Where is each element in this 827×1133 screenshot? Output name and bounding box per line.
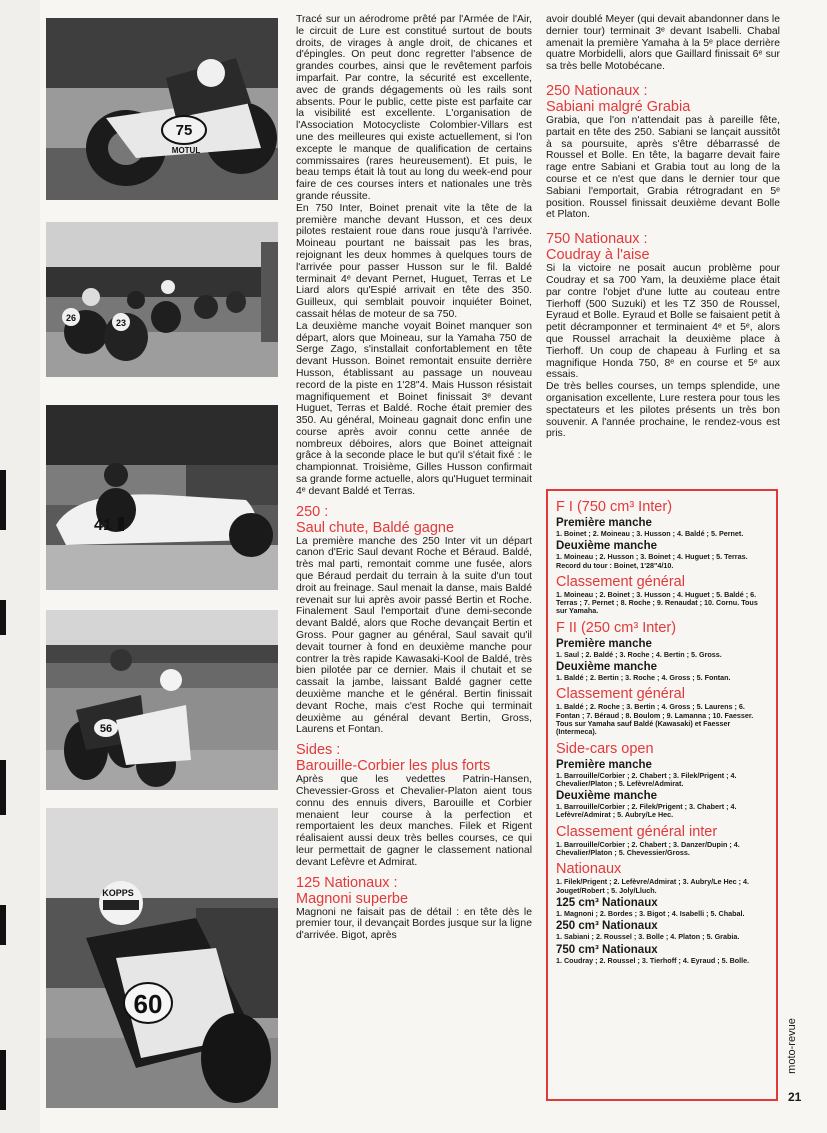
- section-heading-750-nationaux: 750 Nationaux : Coudray à l'aise: [546, 231, 650, 264]
- article-column-right: [546, 14, 780, 440]
- results-125: 1. Magnoni ; 2. Bordes ; 3. Bigot ; 4. Isabelli ; 5. Chabal.: [556, 908, 745, 918]
- results-f2-title: F II (250 cm³ Inter): [556, 619, 677, 636]
- results-f1: [556, 499, 768, 616]
- results-f2-overall: 1. Baldé ; 2. Roche ; 3. Bertin ; 4. Gross ; 5. Laurens ; 6. Fontan ; 7. Béraud ; 8. Boulom ; 9. Lamanna ; 10. Faesser. Tous sur Yamaha sauf Baldé (Kawasaki) et Faesser (Intermeca).: [556, 702, 754, 737]
- results-f2-race2: 1. Baldé ; 2. Bertin ; 3. Roche ; 4. Gross ; 5. Fontan.: [556, 673, 731, 683]
- results-sidecars-race1: 1. Barrouille/Corbier ; 2. Chabert ; 3. Filek/Prigent ; 4. Chevalier/Platon ; 5. Lefèvre/Admirat.: [556, 770, 737, 788]
- results-f1-race2-heading: Deuxième manche: [556, 540, 657, 553]
- results-f2-overall-heading: Classement général: [556, 686, 685, 703]
- photo-motorcycle-75: [46, 18, 278, 200]
- intro-paragraph: Tracé sur un aérodrome prêté par l'Armée de l'Air, le circuit de Lure est constitué surtout de bouts droits, de virages à angle droit, de chicanes et d'épingles. On peut donc regretter l'absence de grandes courbes, ainsi que le revêtement parfois imparfait. Par contre, la sécurité est excellente, avec de grands dégagements où les rails sont absents. Pour le public, cette piste est parfaite car la visibilité est excellente. L'organisation de l'Association Motocycliste Colombier-Villars est une des meilleures qui existe actuellement, si l'on excepte le manque de qualification de certains commissaires (rares heureusement). Et puis, le beau temps était là tout au long du week-end pour faire de ces courses inters et nationales une très grande réussite.: [296, 14, 532, 202]
- results-f1-race1: 1. Boinet ; 2. Moineau ; 3. Husson ; 4. Baldé ; 5. Pernet.: [556, 529, 744, 538]
- section-heading-250: 250 : Saul chute, Baldé gagne: [296, 503, 455, 536]
- left-edge-strip: [0, 0, 40, 1133]
- 750-inter-paragraph: En 750 Inter, Boinet prenait vite la tête de la première manche devant Husson, et ces deux pilotes restaient roue dans roue jusqu'à l'arrivée. Moineau pourtant ne baissait pas les bras, rejoignant les deux hommes à quelques tours de l'arrivée pour passer Husson sur le fil. Baldé terminait 4ᵉ devant Pernet, Huguet, Terras et Le Liard alors qu'Espié arrivait en tête des 350. Guilleux, qui semblait pouvoir inquiéter Boinet, cassait hélas de moteur de sa 750.: [296, 202, 532, 320]
- results-f2-race1-heading: Première manche: [556, 637, 652, 650]
- results-f1-overall-heading: Classement général: [556, 573, 685, 590]
- 750-nationaux-paragraph: Si la victoire ne posait aucun problème pour Coudray et sa 700 Yam, la deuxième place était par contre l'objet d'une lutte au couteau entre Tierhoff (500 Suzuki) et les TZ 350 de Roussel, Eyraud et Bolle. Eyraud et Bolle se faisaient petit à petit décramponner et terminaient 4ᵉ et 5ᵉ, alors que Roussel arrachait la deuxième place à Tierhoff. Un coup de chapeau à Furling et sa magnifique Honda 750, 8ᵉ en course et 5ᵉ aux essais.: [546, 263, 780, 381]
- results-f1-overall: 1. Moineau ; 2. Boinet ; 3. Husson ; 4. Huguet ; 5. Baldé ; 6. Terras ; 7. Pernet ; 8. Roche ; 9. Renaudat ; 10. Cornu. Tous sur Yamaha.: [556, 589, 758, 616]
- results-f2-race2-heading: Deuxième manche: [556, 661, 657, 674]
- results-250-heading: 250 cm³ Nationaux: [556, 920, 658, 933]
- photo4-race-number: 56: [99, 723, 113, 735]
- results-sidecars-title: Side-cars open: [556, 740, 654, 757]
- 750-inter-second-paragraph: La deuxième manche voyait Boinet manquer son départ, alors que Moineau, sur la Yamaha 750 de Serge Zago, s'installait confortablement en tête devant Husson. Boinet remontait ensuite derrière Husson, établissant au passage un nouveau record de la piste en 1'28"4. Mais Husson résistait magnifiquement et Boinet finissait 3ᵉ devant Huguet, Terras et Baldé. Roche était premier des 350. Au général, Moineau gagnait donc enfin une course après avoir connu cette année de nombreux déboires, alors que Boinet atteignait grâce à la seconde place le but qu'il s'était fixé : le championnat. Troisième, Gilles Husson confirmait sa grande forme actuelle, alors qu'Huguet terminait 4ᵉ devant Baldé et Terras.: [296, 320, 532, 497]
- results-nationaux-sidecars: 1. Filek/Prigent ; 2. Lefèvre/Admirat ; 3. Aubry/Le Hec ; 4. Jouget/Robert ; 5. Joly/Lluch.: [556, 877, 750, 895]
- results-f1-race2: 1. Moineau ; 2. Husson ; 3. Boinet ; 4. Huguet ; 5. Terras. Record du tour : Boinet, 1'28"4/10.: [556, 552, 748, 570]
- photo1-sponsor-text: MOTUL: [171, 146, 201, 155]
- conclusion-paragraph: De très belles courses, un temps splendide, une organisation excellente, Lure restera pour tous les spectateurs et les pilotes présents un très bon souvenir. A l'année prochaine, le rendez-vous est pris.: [546, 381, 780, 440]
- results-750-heading: 750 cm³ Nationaux: [556, 943, 658, 956]
- photo5-race-number: 60: [133, 989, 163, 1019]
- photo5-helmet-text: KOPPS: [102, 888, 134, 898]
- section-heading-250-nationaux: 250 Nationaux : Sabiani malgré Grabia: [546, 82, 691, 115]
- results-nationaux-title: Nationaux: [556, 861, 622, 878]
- results-sidecars-race2-heading: Deuxième manche: [556, 790, 657, 803]
- photo-250-duel: [46, 610, 278, 790]
- 250-paragraph: La première manche des 250 Inter vit un départ canon d'Eric Saul devant Roche et Béraud. Baldé, très mal parti, remontait comme une fusée, alors que Béraud perdait du terrain à la suite d'un tout droit au freinage. Saul menait la danse, mais Baldé revenait sur lui après avoir passé Bertin et Roche. Finalement Saul l'emportait d'une demi-seconde devant Baldé, alors que Roche devançait Bertin et Gross. Pour gagner au général, Saul savait qu'il devait tourner à fond en deuxième manche pour contrer la très rapide Kawasaki-Kool de Baldé, très bien pilotée par ce dernier. Mais il chutait et se cassait la jambe, laissant Baldé gagner cette deuxième manche et le général. Bertin finissait devant Roche, mais c'est Roche qui terminait deuxième au général devant Bertin, Gross, Laurens et Fontan.: [296, 535, 532, 736]
- magazine-name-vertical: [786, 1018, 806, 1078]
- results-sidecars-race1-heading: Première manche: [556, 758, 652, 771]
- article-column-middle: [296, 14, 532, 942]
- 125-continuation-paragraph: avoir doublé Meyer (qui devait abandonner dans le dernier tour) terminait 3ᵉ devant Isabelli. Chabal amenait la première Yamaha à la 5ᵉ place derrière quatre Morbidelli, alors que Gaillard finissait 6ᵉ sur sa très belle Motobécane.: [546, 14, 780, 73]
- photo2-race-number-b: 23: [115, 318, 127, 328]
- results-nationaux: [556, 861, 768, 964]
- results-f2: [556, 620, 768, 737]
- section-heading-125-nationaux: 125 Nationaux : Magnoni superbe: [296, 874, 409, 907]
- photo3-race-number: 41: [94, 517, 112, 534]
- results-sidecars-overall-heading: Classement général inter: [556, 823, 718, 840]
- results-box: [546, 489, 778, 1101]
- section-heading-sides: Sides : Barouille-Corbier les plus forts: [296, 742, 491, 775]
- results-f2-race1: 1. Saul ; 2. Baldé ; 3. Roche ; 4. Bertin ; 5. Gross.: [556, 649, 722, 659]
- photo-racing-pack: [46, 222, 278, 377]
- photo1-race-number: 75: [175, 122, 193, 139]
- results-250: 1. Sabiani ; 2. Roussel ; 3. Bolle ; 4. Platon ; 5. Grabia.: [556, 932, 740, 942]
- results-f1-title: F I (750 cm³ Inter): [556, 499, 673, 515]
- results-sidecars-overall: 1. Barrouille/Corbier ; 2. Chabert ; 3. Danzer/Dupin ; 4. Chevalier/Platon ; 5. Chevessier/Gross.: [556, 839, 740, 858]
- sides-paragraph: Après que les vedettes Patrin-Hansen, Chevessier-Gross et Chevalier-Platon aient tous connu des ennuis divers, Barouille et Corbier menaient leur course à la perfection et remportaient les deux manches. Filek et Rigent réalisaient aussi deux très belles courses, ce qui leur permettait de gagner le classement national devant Lefèvre et Admirat.: [296, 774, 532, 868]
- 125-nationaux-paragraph: Magnoni ne faisait pas de détail : en tête dès le premier tour, il devançait Bordes jusque sur la ligne d'arrivée. Bigot, après: [296, 906, 532, 942]
- results-sidecars-race2: 1. Barrouille/Corbier ; 2. Filek/Prigent ; 3. Chabert ; 4. Lefèvre/Admirat ; 5. Aubry/Le Hec.: [556, 802, 737, 820]
- photo2-race-number-a: 26: [65, 313, 77, 323]
- 250-nationaux-paragraph: Grabia, que l'on n'attendait pas à pareille fête, partait en tête des 250. Sabiani se lançait aussitôt à sa poursuite, après s'être débarrassé de Roussel et Bolle. En tête, la bagarre devait faire rage entre Sabiani et Grabia tout au long de la course et ce n'est que dans le dernier tour que Sabiani l'emportait, Grabia rétrogradant en 5ᵉ position. Roussel finissait deuxième devant Bolle et Platon.: [546, 114, 780, 221]
- magazine-name: moto-revue: [785, 1018, 798, 1074]
- results-125-heading: 125 cm³ Nationaux: [556, 896, 658, 909]
- photo-sidecar-41: [46, 405, 278, 590]
- results-f1-race1-heading: Première manche: [556, 517, 652, 529]
- results-sidecars: [556, 741, 768, 858]
- page-number: 21: [788, 1090, 802, 1104]
- results-750: 1. Coudray ; 2. Roussel ; 3. Tierhoff ; 4. Eyraud ; 5. Bolle.: [556, 955, 750, 965]
- photo-motorcycle-60: [46, 808, 278, 1108]
